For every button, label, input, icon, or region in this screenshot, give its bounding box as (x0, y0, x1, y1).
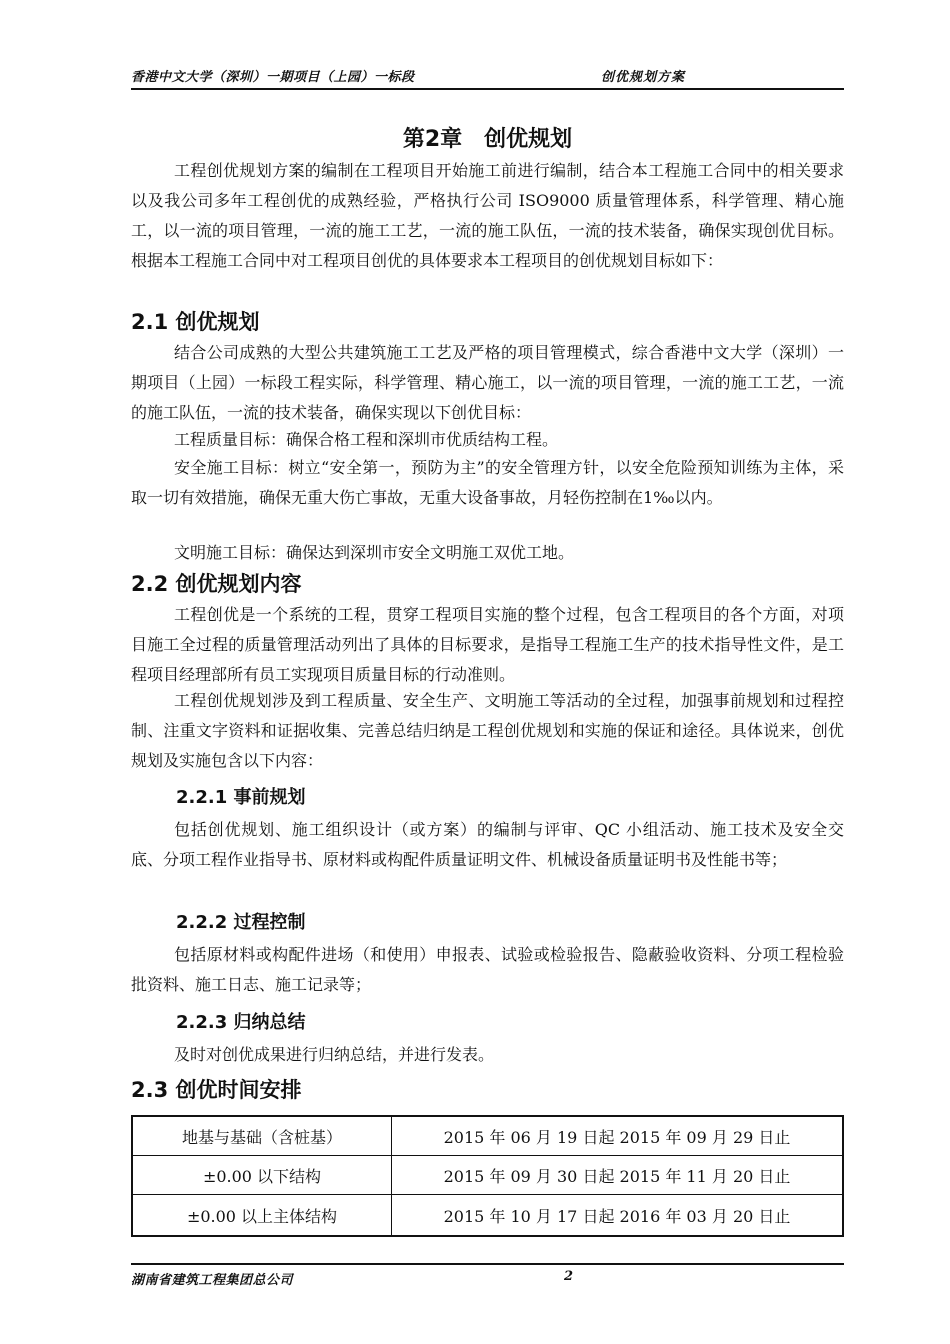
stage-cell: 地基与基础（含桩基） (132, 1116, 392, 1156)
section-2-2-paragraph-2: 工程创优规划涉及到工程质量、安全生产、文明施工等活动的全过程，加强事前规划和过程控制、注重文字资料和证据收集、完善总结归纳是工程创优规划和实施的保证和途径。具体说来，创优规划及实施包含以下内容： (131, 691, 844, 770)
section-2-3-heading: 2.3 创优时间安排 (131, 1078, 302, 1102)
table-row (132, 1195, 843, 1237)
section-2-1-paragraph: 结合公司成熟的大型公共建筑施工工艺及严格的项目管理模式，综合香港中文大学（深圳）一期项目（上园）一标段工程实际，科学管理、精心施工，以一流的项目管理，一流的施工工艺，一流的施工队伍，一流的技术装备，确保实现以下创优目标： (131, 343, 844, 422)
section-2-2-1-heading: 2.2.1 事前规划 (176, 787, 306, 808)
section-2-2-paragraph-1: 工程创优是一个系统的工程，贯穿工程项目实施的整个过程，包含工程项目的各个方面，对项目施工全过程的质量管理活动列出了具体的目标要求，是指导工程施工生产的技术指导性文件，是工程项目经理部所有员工实现项目质量目标的行动准则。 (131, 605, 844, 684)
section-2-2-3-heading: 2.2.3 归纳总结 (176, 1012, 306, 1033)
header-project-name: 香港中文大学（深圳）一期项目（上园）一标段 (131, 70, 415, 85)
period-cell: 2015 年 09 月 30 日起 2015 年 11 月 20 日止 (392, 1156, 844, 1195)
intro-paragraph: 工程创优规划方案的编制在工程项目开始施工前进行编制，结合本工程施工合同中的相关要求以及我公司多年工程创优的成熟经验，严格执行公司 ISO9000 质量管理体系，科学管理、精心施工，以一流的项目管理，一流的施工工艺，一流的施工队伍，一流的技术装备，确保实现创优目标。根据本工程施工合同中对工程项目创优的具体要求本工程项目的创优规划目标如下： (131, 161, 844, 270)
safety-goal: 安全施工目标：树立“安全第一，预防为主”的安全管理方针，以安全危险预知训练为主体，采取一切有效措施，确保无重大伤亡事故，无重大设备事故，月轻伤控制在1‰以内。 (131, 458, 844, 507)
section-2-2-2-paragraph: 包括原材料或构配件进场（和使用）申报表、试验或检验报告、隐蔽验收资料、分项工程检验批资料、施工日志、施工记录等； (131, 945, 844, 994)
page-number: 2 (564, 1269, 574, 1284)
table-row (132, 1156, 843, 1195)
chapter-title: 第2章 创优规划 (402, 127, 573, 152)
schedule-table (131, 1115, 844, 1237)
section-2-2-3-paragraph: 及时对创优成果进行归纳总结，并进行发表。 (174, 1045, 495, 1064)
section-2-1-heading: 2.1 创优规划 (131, 310, 260, 334)
page-footer (131, 1263, 844, 1291)
period-cell: 2015 年 10 月 17 日起 2016 年 03 月 20 日止 (392, 1195, 844, 1237)
table-row (132, 1116, 843, 1156)
page-header (131, 64, 844, 90)
period-cell: 2015 年 06 月 19 日起 2015 年 09 月 29 日止 (392, 1116, 844, 1156)
quality-goal: 工程质量目标：确保合格工程和深圳市优质结构工程。 (174, 430, 559, 449)
section-2-2-heading: 2.2 创优规划内容 (131, 572, 302, 596)
civilized-goal: 文明施工目标：确保达到深圳市安全文明施工双优工地。 (174, 543, 575, 562)
section-2-2-1-paragraph: 包括创优规划、施工组织设计（或方案）的编制与评审、QC 小组活动、施工技术及安全交底、分项工程作业指导书、原材料或构配件质量证明文件、机械设备质量证明书及性能书等； (131, 820, 844, 869)
header-doc-title: 创优规划方案 (601, 70, 686, 85)
footer-company: 湖南省建筑工程集团总公司 (131, 1273, 294, 1288)
section-2-2-2-heading: 2.2.2 过程控制 (176, 912, 306, 933)
stage-cell: ±0.00 以下结构 (132, 1156, 392, 1195)
stage-cell: ±0.00 以上主体结构 (132, 1195, 392, 1237)
